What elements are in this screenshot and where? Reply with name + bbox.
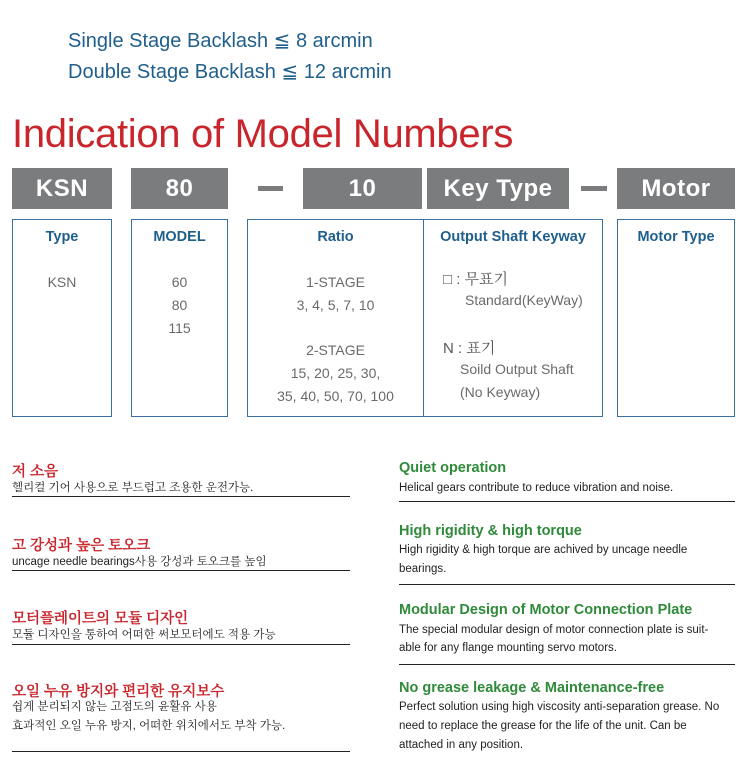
model-value: 115 — [168, 320, 191, 336]
feature-title-en: High rigidity & high torque — [399, 523, 582, 539]
feature-rule — [12, 751, 350, 752]
code-motor: Motor — [617, 168, 735, 209]
feature-title-ko: 고 강성과 높은 토오크 — [12, 538, 151, 554]
feature-rule — [399, 584, 735, 585]
keyway-header: Output Shaft Keyway — [440, 229, 586, 245]
code-ratio: 10 — [303, 168, 422, 209]
code-separator-dash — [258, 186, 283, 191]
code-model: 80 — [131, 168, 228, 209]
ratio-stage2-values: 15, 20, 25, 30, — [290, 365, 381, 381]
ratio-stage1-label: 1-STAGE — [306, 274, 365, 290]
motor-header: Motor Type — [637, 229, 715, 245]
keyway-option-desc: Standard(KeyWay) — [465, 292, 583, 308]
feature-title-ko: 오일 누유 방지와 편리한 유지보수 — [12, 684, 225, 700]
feature-title-ko: 저 소음 — [12, 464, 59, 480]
ratio-stage2-label: 2-STAGE — [306, 342, 365, 358]
feature-desc-ko: 효과적인 오일 누유 방지, 어떠한 위치에서도 부착 가능. — [12, 720, 286, 732]
feature-desc-en: bearings. — [399, 563, 447, 575]
feature-desc-ko: 헬리컬 기어 사용으로 부드럽고 조용한 운전가능. — [12, 482, 254, 494]
feature-desc-en: Helical gears contribute to reduce vibration and noise. — [399, 482, 674, 494]
feature-rule — [12, 644, 350, 645]
ratio-keyway-box — [247, 219, 603, 417]
model-box — [131, 219, 228, 417]
type-value: KSN — [47, 274, 77, 290]
feature-desc-en: able for any flange mounting servo motors. — [399, 642, 617, 654]
code-key-type: Key Type — [427, 168, 569, 209]
keyway-option-standard: □ : 무표기 — [443, 271, 509, 288]
feature-desc-en: attached in any position. — [399, 739, 524, 751]
feature-rule — [399, 664, 735, 665]
feature-desc-en: need to replace the grease for the life of the unit. Can be — [399, 720, 687, 732]
type-box — [12, 219, 112, 417]
code-separator-dash — [581, 186, 607, 191]
model-value: 60 — [171, 274, 188, 290]
ratio-stage2-values: 35, 40, 50, 70, 100 — [277, 388, 394, 404]
keyway-option-n: N : 표기 — [443, 340, 496, 357]
feature-desc-en: Perfect solution using high viscosity anti-separation grease. No — [399, 701, 720, 713]
page-title: Indication of Model Numbers — [12, 112, 514, 156]
feature-desc-ko: 모듈 디자인을 통하여 어떠한 써보모터에도 적용 가능 — [12, 629, 276, 641]
feature-rule — [12, 496, 350, 497]
double-stage-backlash: Double Stage Backlash ≦ 12 arcmin — [68, 61, 392, 83]
keyway-option-desc: (No Keyway) — [460, 384, 541, 400]
feature-title-en: Quiet operation — [399, 460, 507, 476]
ratio-header: Ratio — [317, 229, 354, 245]
feature-title-en: Modular Design of Motor Connection Plate — [399, 602, 693, 618]
feature-rule — [12, 570, 350, 571]
type-header: Type — [45, 229, 79, 245]
feature-title-en: No grease leakage & Maintenance-free — [399, 680, 665, 696]
model-header: MODEL — [153, 229, 206, 245]
motor-box — [617, 219, 735, 417]
keyway-option-desc: Soild Output Shaft — [460, 361, 574, 377]
feature-desc-ko: uncage needle bearings사용 강성과 토오크를 높임 — [12, 556, 267, 568]
ratio-stage1-values: 3, 4, 5, 7, 10 — [296, 297, 375, 313]
feature-desc-en: The special modular design of motor connection plate is suit- — [399, 624, 709, 636]
feature-desc-ko: 쉽게 분리되지 않는 고점도의 윤활유 사용 — [12, 701, 217, 713]
box-divider — [423, 220, 424, 416]
feature-title-ko: 모터플레이트의 모듈 디자인 — [12, 611, 189, 627]
feature-rule — [399, 501, 735, 502]
code-type: KSN — [12, 168, 112, 209]
model-value: 80 — [171, 297, 188, 313]
feature-desc-en: High rigidity & high torque are achived by uncage needle — [399, 544, 688, 556]
single-stage-backlash: Single Stage Backlash ≦ 8 arcmin — [68, 30, 373, 52]
